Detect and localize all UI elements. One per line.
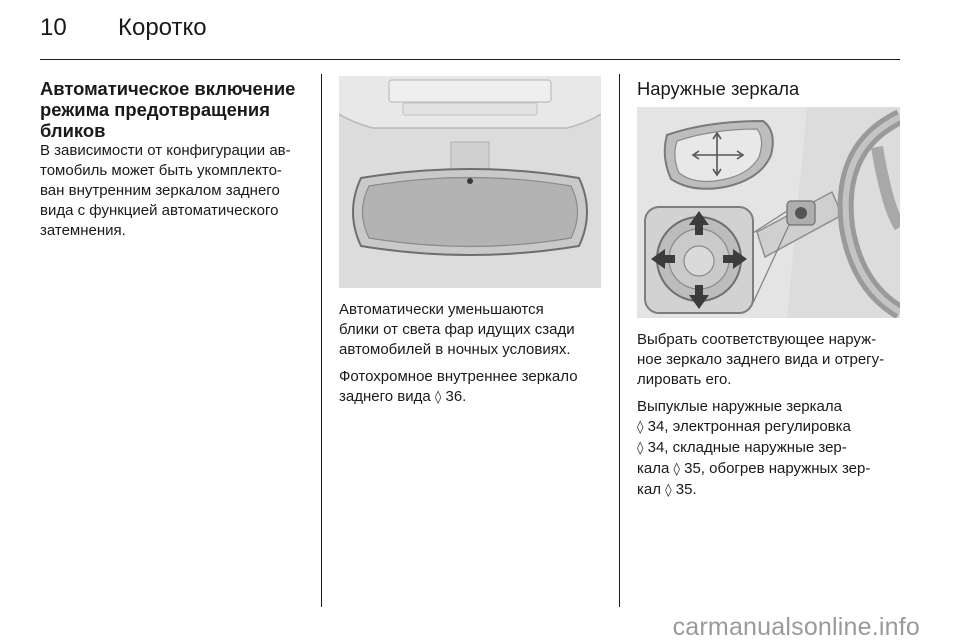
text-line: блики от света фар идущих сзади	[339, 321, 575, 338]
page-reference-link[interactable]: 34,	[647, 439, 669, 456]
heading-line: бликов	[40, 120, 106, 141]
page-reference-link[interactable]: 36.	[445, 388, 467, 405]
cross-reference-icon: ◊	[665, 483, 672, 498]
column-divider-1	[321, 74, 322, 607]
page-reference-link[interactable]: 34,	[647, 418, 669, 435]
page-reference-link[interactable]: 35.	[675, 481, 697, 498]
text-line: лировать его.	[637, 371, 732, 388]
page-title: Коротко	[118, 14, 207, 41]
text-line: заднего вида	[339, 388, 431, 405]
header-rule	[40, 59, 900, 60]
text-line: Выбрать соответствующее наруж-	[637, 331, 877, 348]
cross-reference-icon: ◊	[637, 420, 644, 435]
photochromic-paragraph	[339, 367, 601, 408]
right-column	[637, 330, 907, 508]
antiglare-paragraph	[339, 300, 601, 360]
column-divider-2	[619, 74, 620, 607]
heading-line: Автоматическое включение	[40, 78, 296, 99]
text-line: Автоматически уменьшаются	[339, 301, 544, 318]
text-line: В зависимости от конфигурации ав-	[40, 142, 291, 159]
site-watermark: carmanualsonline.info	[672, 613, 920, 641]
text-line: вида с функцией автоматического	[40, 202, 279, 219]
select-mirror-paragraph	[637, 330, 907, 390]
mirror-adjustment-illustration	[637, 107, 900, 318]
text-line: электронная регулировка	[672, 418, 851, 435]
text-line: складные наружные зер-	[672, 439, 847, 456]
left-column	[40, 78, 316, 241]
page-number: 10	[40, 14, 67, 41]
heading-line: режима предотвращения	[40, 99, 270, 120]
text-line: кал	[637, 481, 661, 498]
text-line: Выпуклые наружные зеркала	[637, 398, 842, 415]
section-heading-outside-mirrors: Наружные зеркала	[637, 78, 800, 99]
text-line: обогрев наружных зер-	[709, 460, 871, 477]
middle-column	[339, 300, 601, 415]
text-line: автомобилей в ночных условиях.	[339, 341, 571, 358]
text-line: кала	[637, 460, 670, 477]
mirror-references-paragraph	[637, 397, 907, 501]
cross-reference-icon: ◊	[637, 441, 644, 456]
page-reference-link[interactable]: 35,	[684, 460, 705, 477]
cross-reference-icon: ◊	[434, 390, 442, 405]
interior-mirror-illustration	[339, 76, 601, 288]
section-heading-antiglare	[40, 78, 316, 141]
text-line: ное зеркало заднего вида и отрегу-	[637, 351, 885, 368]
cross-reference-icon: ◊	[673, 462, 680, 477]
text-line: томобиль может быть укомплекто-	[40, 162, 282, 179]
antiglare-description	[40, 141, 316, 241]
text-line: ван внутренним зеркалом заднего	[40, 182, 280, 199]
text-line: затемнения.	[40, 222, 126, 239]
text-line: Фотохромное внутреннее зеркало	[339, 368, 578, 385]
